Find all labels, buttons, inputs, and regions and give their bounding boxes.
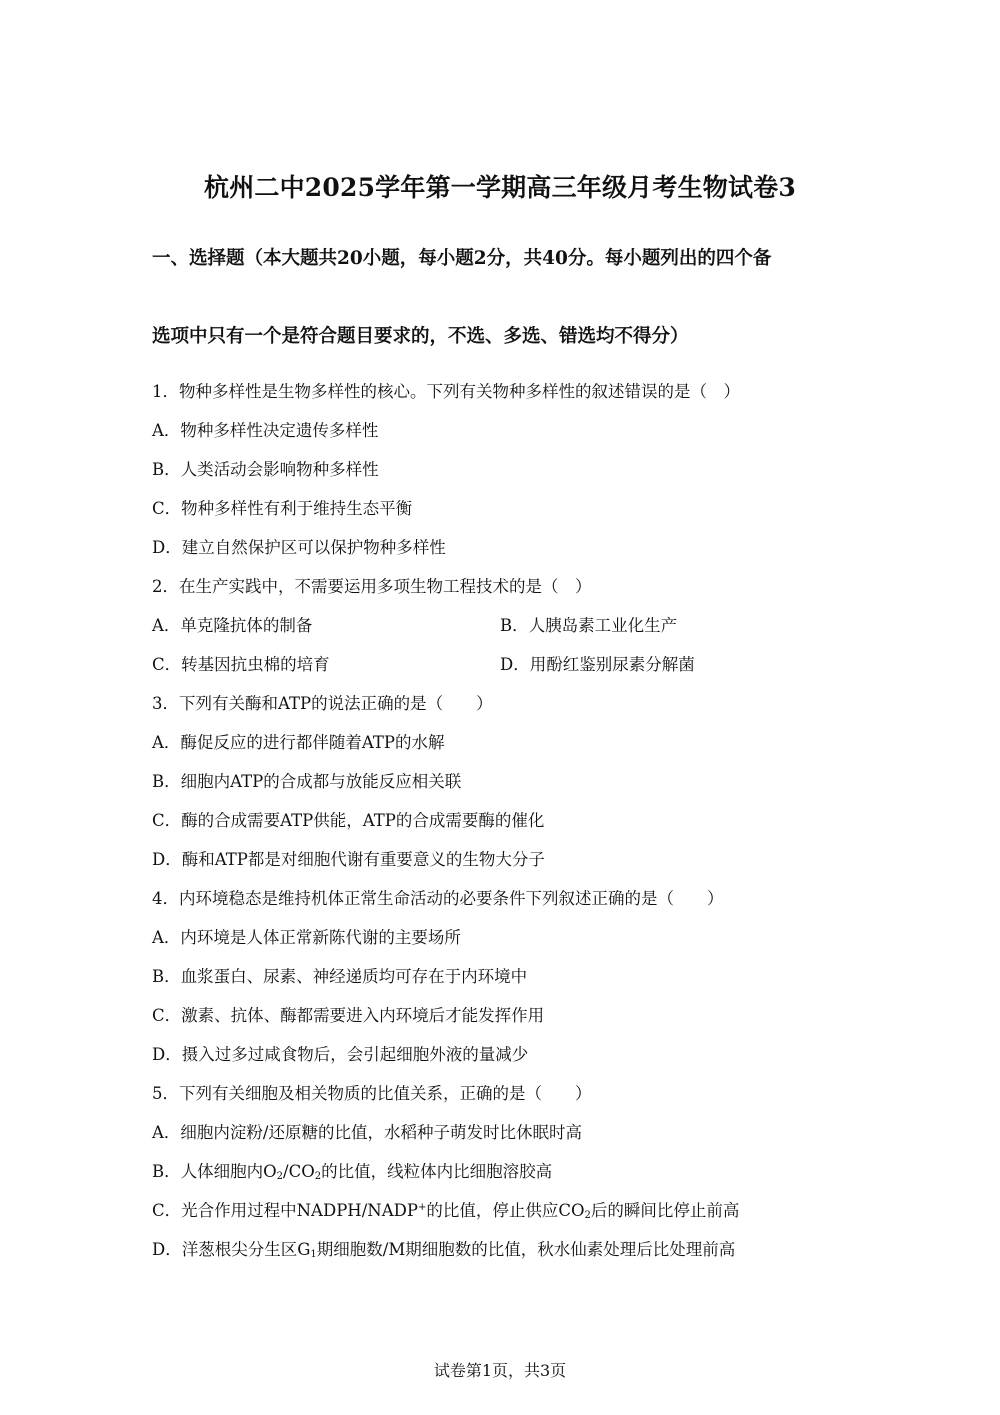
question-1-option-a: A．物种多样性决定遗传多样性 [152,421,379,440]
question-3-stem: 3．下列有关酶和ATP的说法正确的是（ ） [152,694,493,713]
section-heading-line-2: 选项中只有一个是符合题目要求的，不选、多选、错选均不得分） [152,326,689,347]
question-5-option-c-text: 的比值，停止供应CO [426,1201,585,1220]
question-2-option-c: C．转基因抗虫棉的培育 [152,655,330,674]
question-5-option-d-text: D．洋葱根尖分生区G [152,1240,311,1259]
question-5-option-d-text: 期细胞数/M期细胞数的比值，秋水仙素处理后比处理前高 [316,1240,736,1259]
question-2-option-a: A．单克隆抗体的制备 [152,616,313,635]
question-4-option-d: D．摄入过多过咸食物后，会引起细胞外液的量减少 [152,1045,529,1064]
question-1-option-d: D．建立自然保护区可以保护物种多样性 [152,538,446,557]
question-5-option-b-text: B．人体细胞内O [152,1162,277,1181]
question-5-option-b [152,1158,552,1182]
question-5-option-a: A．细胞内淀粉/还原糖的比值，水稻种子萌发时比休眠时高 [152,1123,582,1142]
question-5-stem: 5．下列有关细胞及相关物质的比值关系，正确的是（ ） [152,1084,592,1103]
question-3-option-c: C．酶的合成需要ATP供能，ATP的合成需要酶的催化 [152,811,545,830]
question-1-stem: 1．物种多样性是生物多样性的核心。下列有关物种多样性的叙述错误的是（ ） [152,382,740,401]
question-2-option-b: B．人胰岛素工业化生产 [500,616,678,635]
question-5-option-c [152,1197,739,1221]
exam-title: 杭州二中2025学年第一学期高三年级月考生物试卷3 [204,173,796,202]
question-5-option-d [152,1236,735,1260]
question-4-option-b: B．血浆蛋白、尿素、神经递质均可存在于内环境中 [152,967,528,986]
question-1-option-b: B．人类活动会影响物种多样性 [152,460,379,479]
question-5-option-c-text: 后的瞬间比停止前高 [590,1201,740,1220]
question-5-option-b-text: 的比值，线粒体内比细胞溶胶高 [321,1162,553,1181]
superscript: + [417,1202,427,1213]
subscript: 2 [314,1171,322,1182]
subscript: 2 [584,1210,591,1221]
question-1-option-c: C．物种多样性有利于维持生态平衡 [152,499,413,518]
question-3-option-d: D．酶和ATP都是对细胞代谢有重要意义的生物大分子 [152,850,545,869]
question-5-option-b-text: /CO [283,1162,315,1181]
subscript: 2 [276,1171,284,1182]
question-4-option-c: C．激素、抗体、酶都需要进入内环境后才能发挥作用 [152,1006,545,1025]
question-5-option-c-text: C．光合作用过程中NADPH/NADP [152,1201,418,1220]
question-3-option-b: B．细胞内ATP的合成都与放能反应相关联 [152,772,462,791]
question-4-option-a: A．内环境是人体正常新陈代谢的主要场所 [152,928,461,947]
section-heading-line-1: 一、选择题（本大题共20小题，每小题2分，共40分。每小题列出的四个备 [152,248,772,269]
question-2-stem: 2．在生产实践中，不需要运用多项生物工程技术的是（ ） [152,577,592,596]
question-3-option-a: A．酶促反应的进行都伴随着ATP的水解 [152,733,445,752]
page-footer: 试卷第1页，共3页 [433,1361,567,1380]
question-2-option-d: D．用酚红鉴别尿素分解菌 [500,655,695,674]
question-4-stem: 4．内环境稳态是维持机体正常生命活动的必要条件下列叙述正确的是（ ） [152,889,724,908]
subscript: 1 [310,1249,317,1260]
